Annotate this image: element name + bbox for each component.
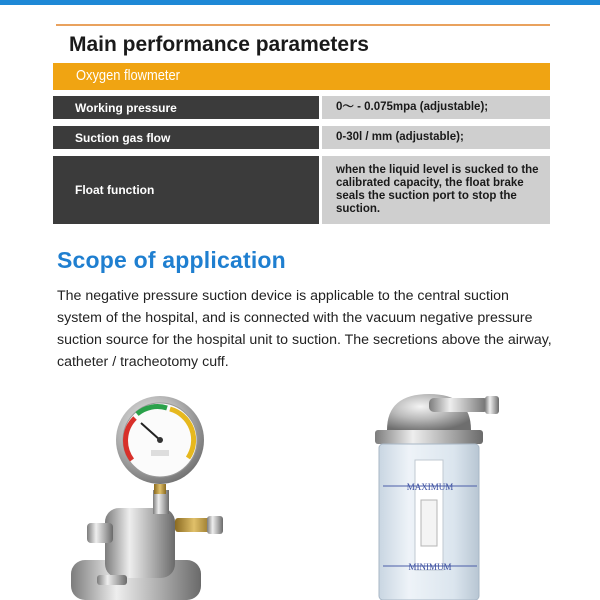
minimum-mark: MINIMUM	[408, 562, 452, 572]
maximum-mark: MAXIMUM	[406, 482, 454, 492]
section-heading: Main performance parameters	[69, 33, 369, 56]
spec-value: 0-30l / mm (adjustable);	[322, 126, 550, 149]
spec-label: Float function	[53, 156, 319, 224]
spec-row-suction-gas-flow	[53, 126, 550, 149]
spec-label: Suction gas flow	[53, 126, 319, 149]
vacuum-regulator-image	[71, 396, 223, 600]
spec-row-working-pressure	[53, 96, 550, 119]
top-accent-bar	[0, 0, 600, 5]
spec-value: when the liquid level is sucked to the calibrated capacity, the float brake seals the suction port to stop the suction.	[322, 156, 550, 224]
scope-paragraph: The negative pressure suction device is applicable to the central suction system of the hospital, and is connected with the vacuum negative pressure suction source for the hospital unit to suction. The secretions above the airway, catheter / tracheotomy cuff.	[57, 288, 552, 370]
suction-bottle-image	[375, 394, 499, 600]
spec-label: Working pressure	[53, 96, 319, 119]
scope-title: Scope of application	[57, 247, 286, 273]
spec-row-float-function	[53, 156, 550, 224]
section-divider	[56, 24, 550, 26]
category-band-label: Oxygen flowmeter	[76, 67, 180, 84]
spec-value: 0～ - 0.075mpa (adjustable);	[322, 96, 550, 119]
product-photos	[57, 390, 557, 600]
